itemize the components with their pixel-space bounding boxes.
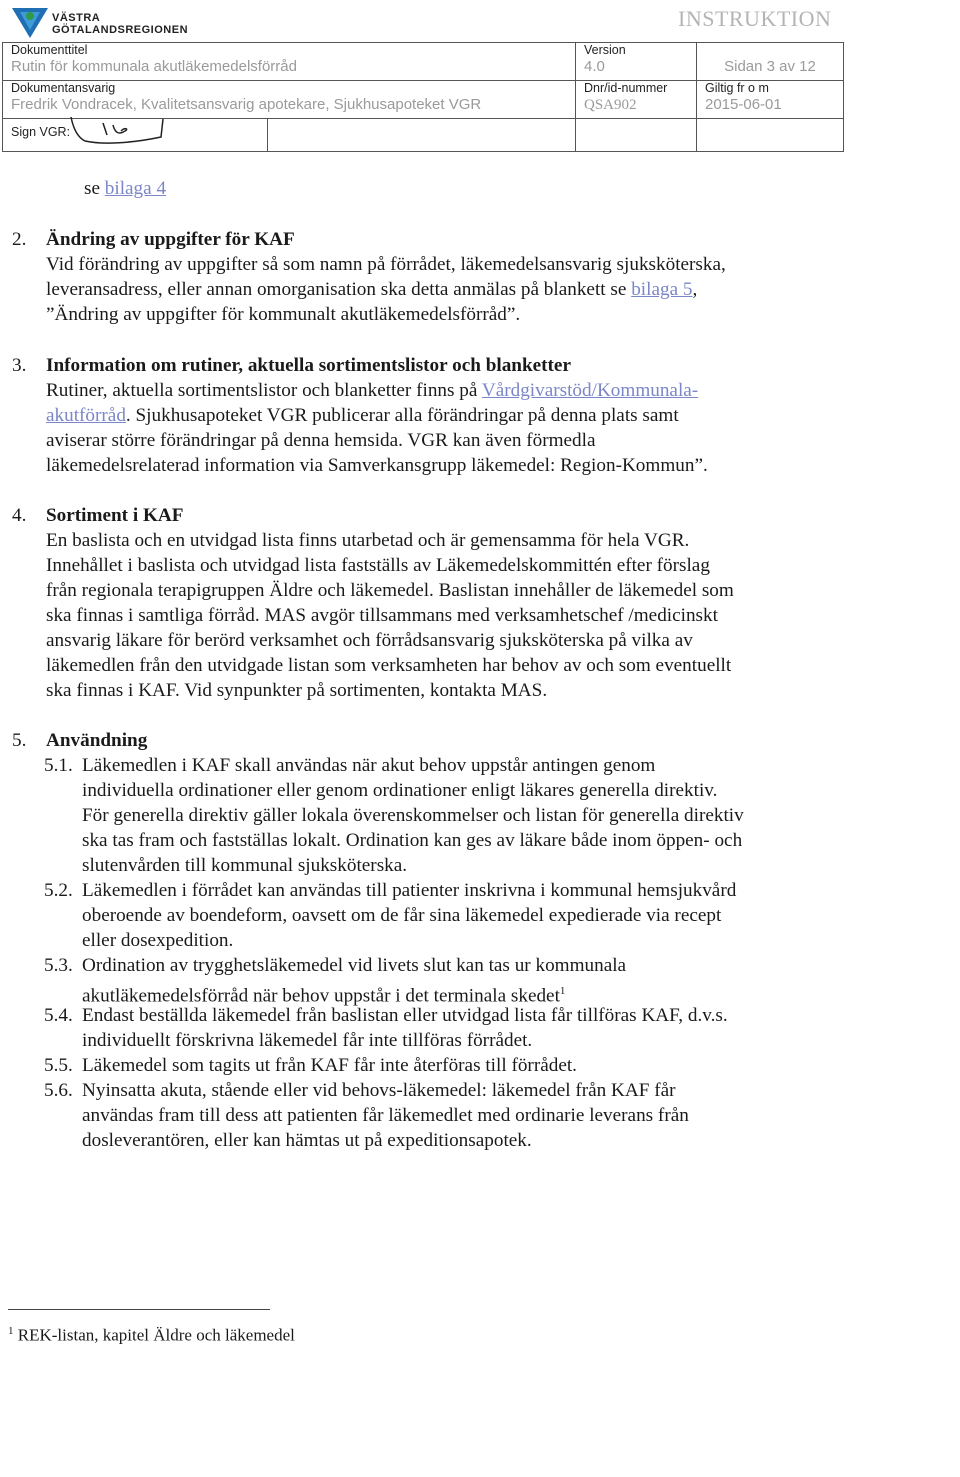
item-line: Nyinsatta akuta, stående eller vid behovs-läkemedel: läkemedel från KAF får [82,1080,676,1101]
document-type: INSTRUKTION [678,6,832,31]
valid-label: Giltig fr o m [705,81,769,95]
footnote-text: REK-listan, kapitel Äldre och läkemedel [13,1325,295,1345]
item-line: individuella ordinationer eller genom ordinationer enligt läkares generella direktiv. [82,780,718,801]
section-3-line: läkemedelsrelaterad information via Samverkansgrupp läkemedel: Region-Kommun”. [46,455,708,476]
item-line: För generella direktiv gäller lokala överenskommelser och listan för generella direktiv [82,805,744,826]
version-cell [576,43,697,81]
item-number: 5.5. [44,1055,73,1076]
version-label: Version [584,43,626,57]
responsible-label: Dokumentansvarig [11,81,116,95]
item-line: ska tas fram och fastställas lokalt. Ordination kan ges av läkare både inom öppen- och [82,830,743,851]
section-4-line: från regionala terapigruppen Äldre och läkemedel. Baslistan innehåller de läkemedel som [46,580,734,601]
valid-cell [697,81,844,119]
akutforrad-link[interactable]: akutförråd [46,405,126,426]
item-line: dosleverantören, eller kan hämtas ut på expeditionsapotek. [82,1130,532,1151]
section-3-line: akutförråd. Sjukhusapoteket VGR publicerar alla förändringar på denna plats samt [46,405,679,426]
signature [63,115,183,149]
item-number: 5.4. [44,1005,73,1026]
section-2-title: Ändring av uppgifter för KAF [46,229,295,250]
section-4-line: ansvarig läkare för berörd verksamhet och förrådsansvarig sjuksköterska på vilka av [46,630,693,651]
valid-from-value: 2015-06-01 [705,96,782,113]
section-4-line: Innehållet i baslista och utvidgad lista fastställs av Läkemedelskommittén efter förslag [46,555,710,576]
item-number: 5.3. [44,955,73,976]
item-line: Ordination av trygghetsläkemedel vid livets slut kan tas ur kommunala [82,955,627,976]
bilaga-4-link[interactable]: bilaga 4 [104,178,167,199]
sign-cell [3,119,576,152]
see-reference: se bilaga 4 [84,178,167,199]
section-5-number: 5. [12,730,27,751]
section-2-line: Vid förändring av uppgifter så som namn på förrådet, läkemedelsansvarig sjuksköterska, [46,254,726,275]
item-line: Läkemedlen i förrådet kan användas till patienter inskrivna i kommunal hemsjukvård [82,880,737,901]
item-line: Läkemedel som tagits ut från KAF får inte återföras till förrådet. [82,1055,577,1076]
footnote-separator [8,1309,270,1310]
org-name-line2: GÖTALANDSREGIONEN [52,24,189,36]
dnr-label: Dnr/id-nummer [584,81,668,95]
item-line: oberoende av boendeform, oavsett om de får sina läkemedel expedierade via recept [82,905,722,926]
vardgivarstod-link[interactable]: Vårdgivarstöd/Kommunala- [481,380,699,401]
item-line: eller dosexpedition. [82,930,234,951]
item-line: Endast beställda läkemedel från baslistan eller utvidgad lista får tillföras KAF, d.v.s. [82,1005,728,1026]
responsible-cell [3,81,576,119]
section-4-line: läkemedlen från den utvidgade listan som verksamheten har behov av och som eventuellt [46,655,732,676]
doc-title: Rutin för kommunala akutläkemedelsförråd [11,58,297,75]
section-3-line: Rutiner, aktuella sortimentslistor och blanketter finns på Vårdgivarstöd/Kommunala- [46,380,699,401]
document-header-table [2,42,844,152]
doc-title-label: Dokumenttitel [11,43,88,57]
section-3-number: 3. [12,355,27,376]
page-number: Sidan 3 av 12 [724,58,816,75]
item-line: individuellt förskrivna läkemedel får inte tillföras förrådet. [82,1030,533,1051]
item-line: slutenvården till kommunal sjuksköterska. [82,855,408,876]
section-3-title: Information om rutiner, aktuella sortimentslistor och blanketter [46,355,571,376]
section-2-number: 2. [12,229,27,250]
section-3-line: aviserar större förändringar på denna hemsida. VGR kan även förmedla [46,430,596,451]
doc-title-cell [3,43,576,81]
item-number: 5.6. [44,1080,73,1101]
section-2-line: ”Ändring av uppgifter för kommunalt akutläkemedelsförråd”. [46,304,521,325]
section-4-line: ska finnas i samtliga förråd. MAS avgör tillsammans med verksamhetschef /medicinskt [46,605,718,626]
responsible-value: Fredrik Vondracek, Kvalitetsansvarig apotekare, Sjukhusapoteket VGR [11,96,482,113]
section-4-title: Sortiment i KAF [46,505,184,526]
page-cell [697,43,844,81]
section-4-number: 4. [12,505,27,526]
bilaga-5-link[interactable]: bilaga 5 [631,279,693,300]
item-number: 5.2. [44,880,73,901]
org-name-line1: VÄSTRA [52,12,101,24]
section-4-line: En baslista och en utvidgad lista finns utarbetad och är gemensamma för hela VGR. [46,530,690,551]
vgr-logo [10,4,230,40]
item-number: 5.1. [44,755,73,776]
dnr-cell [576,81,697,119]
sign-label: Sign VGR: [11,125,71,139]
dnr-value: QSA902 [584,97,637,113]
item-line: Läkemedlen i KAF skall användas när akut behov uppstår antingen genom [82,755,656,776]
section-2-line: leveransadress, eller annan omorganisation ska detta anmälas på blankett se bilaga 5, [46,279,698,300]
item-line: användas fram till dess att patienten får läkemedlet med ordinarie leverans från [82,1105,689,1126]
version-value: 4.0 [584,58,605,75]
footnote [8,1320,295,1347]
footnote-number: 1 [8,1325,14,1337]
footnote-ref: 1 [559,985,566,997]
section-5-title: Användning [46,730,148,751]
vgr-emblem-icon [10,4,50,40]
section-4-line: ska finnas i KAF. Vid synpunkter på sortimenten, kontakta MAS. [46,680,548,701]
item-line: akutläkemedelsförråd när behov uppstår i det terminala skedet$^1$ [82,985,566,1007]
